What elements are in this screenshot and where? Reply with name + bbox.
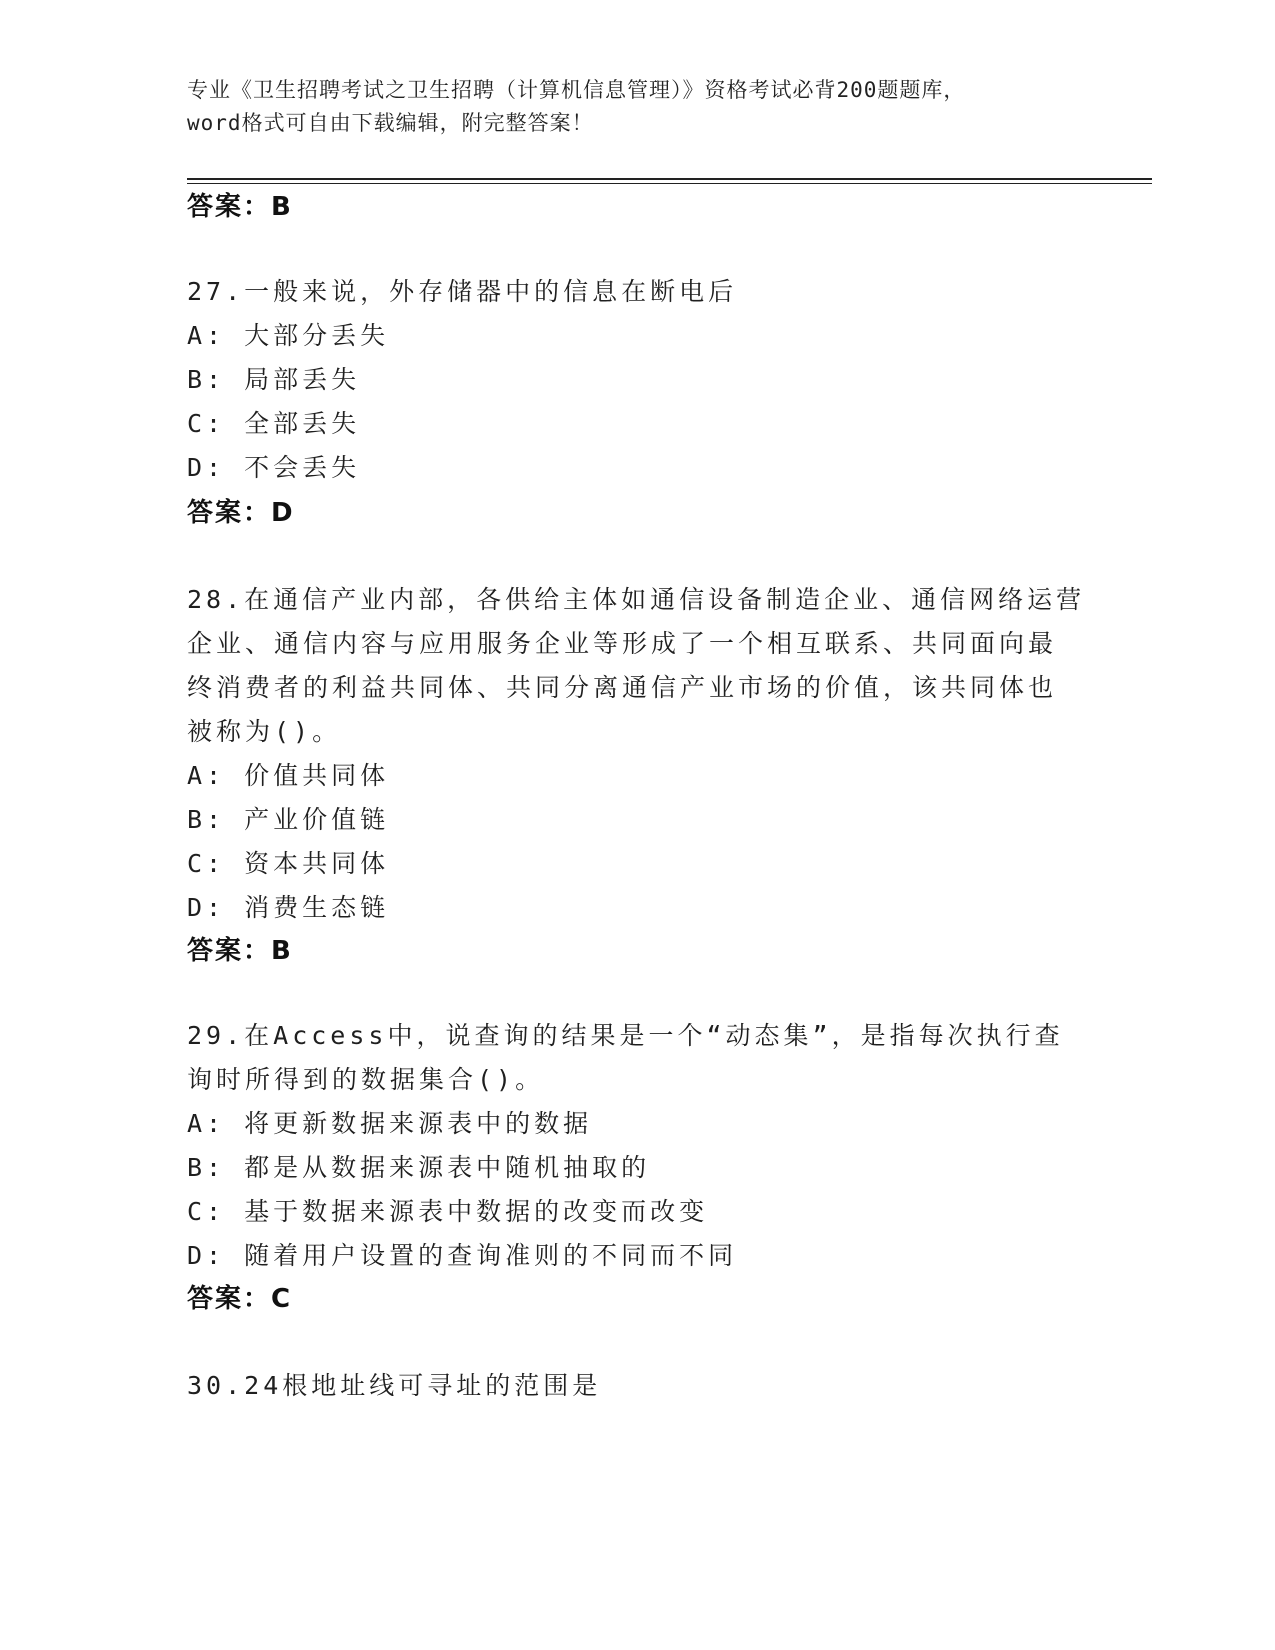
question-28-stem-line-3: 终消费者的利益共同体、共同分离通信产业市场的价值，该共同体也 (187, 673, 1058, 702)
question-29-option-a: A: 将更新数据来源表中的数据 (187, 1109, 593, 1138)
question-28-option-c: C: 资本共同体 (187, 849, 390, 878)
question-29-stem-line-1: 29.在Access中，说查询的结果是一个“动态集”，是指每次执行查 (187, 1021, 1064, 1050)
question-29-option-b: B: 都是从数据来源表中随机抽取的 (187, 1153, 651, 1182)
document-header (187, 74, 1087, 140)
question-27-option-c: C: 全部丢失 (187, 409, 361, 438)
question-30-stem: 30.24根地址线可寻址的范围是 (187, 1371, 602, 1400)
question-27-stem: 27.一般来说，外存储器中的信息在断电后 (187, 277, 738, 306)
question-28-option-d: D: 消费生态链 (187, 893, 390, 922)
answer-29: 答案：C (187, 1284, 293, 1314)
header-line-2: word格式可自由下载编辑，附完整答案！ (187, 111, 594, 135)
question-27-option-d: D: 不会丢失 (187, 453, 361, 482)
question-28-option-a: A: 价值共同体 (187, 761, 390, 790)
question-28-stem-line-2: 企业、通信内容与应用服务企业等形成了一个相互联系、共同面向最 (187, 629, 1058, 658)
header-line-1: 专业《卫生招聘考试之卫生招聘（计算机信息管理）》资格考试必背200题题库， (187, 78, 966, 102)
question-29-stem-line-2: 询时所得到的数据集合()。 (187, 1065, 545, 1094)
answer-28: 答案：B (187, 936, 293, 966)
question-29-option-d: D: 随着用户设置的查询准则的不同而不同 (187, 1241, 738, 1270)
header-divider-thin (187, 183, 1152, 184)
question-27-option-a: A: 大部分丢失 (187, 321, 390, 350)
question-28-option-b: B: 产业价值链 (187, 805, 390, 834)
question-27-option-b: B: 局部丢失 (187, 365, 361, 394)
question-29-option-c: C: 基于数据来源表中数据的改变而改变 (187, 1197, 709, 1226)
header-divider (187, 178, 1152, 180)
question-28-stem-line-4: 被称为()。 (187, 717, 342, 746)
answer-26: 答案：B (187, 192, 293, 222)
question-28-stem-line-1: 28.在通信产业内部，各供给主体如通信设备制造企业、通信网络运营 (187, 585, 1086, 614)
answer-27: 答案：D (187, 498, 295, 528)
